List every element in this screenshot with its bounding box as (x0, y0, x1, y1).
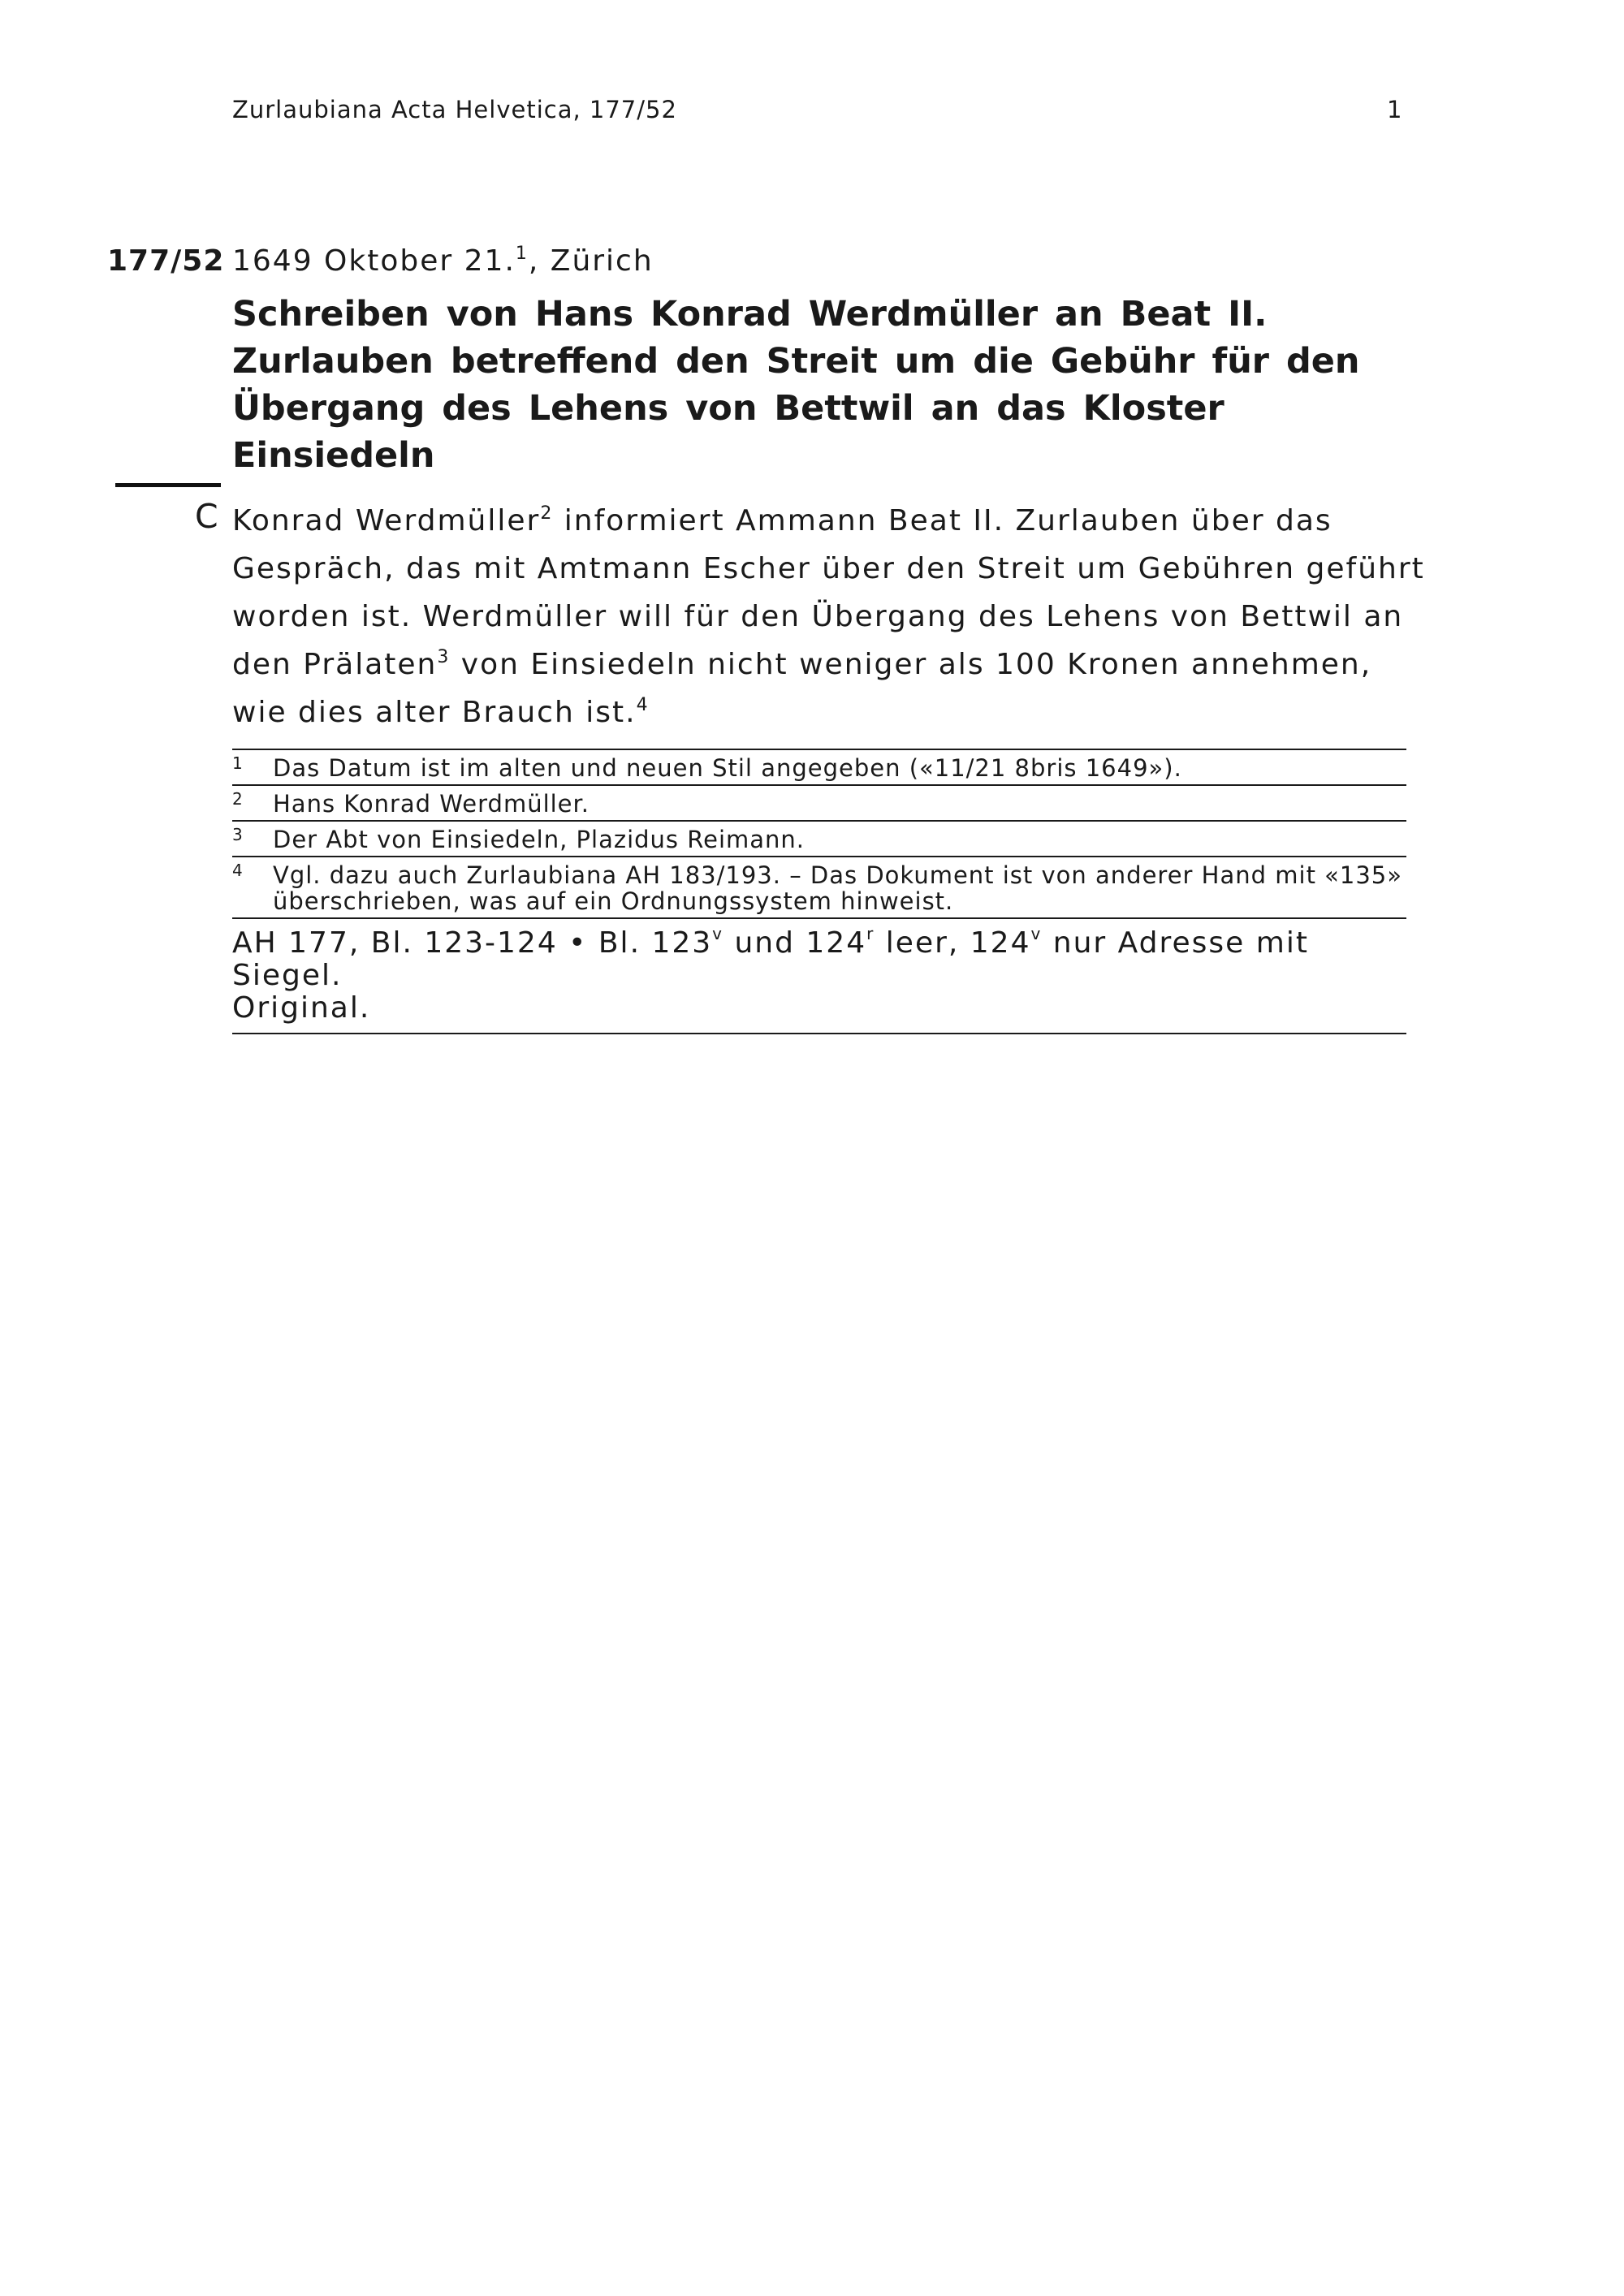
page-number: 1 (1387, 96, 1402, 123)
footnotes-block (232, 749, 1406, 1034)
source-citation (232, 917, 1406, 1034)
date-place-line (232, 244, 654, 278)
footnote-number: 3 (232, 825, 244, 844)
source-text: nur Adresse mit Siegel. (232, 926, 1309, 992)
summary-text: informiert Ammann Beat II. Zurlauben über das Gespräch, das mit Amtmann Escher über den Streit um Gebühren geführt worden ist. Werdmüller will für den Übergang des Lehens von Bettwil an den Prälaten (232, 504, 1425, 681)
running-head: Zurlaubiana Acta Helvetica, 177/52 (232, 96, 677, 123)
footnote-text: Hans Konrad Werdmüller. (273, 790, 590, 818)
footnote-text: Der Abt von Einsiedeln, Plazidus Reimann. (273, 826, 805, 853)
source-text: und 124 (723, 926, 867, 960)
source-text: AH 177, Bl. 123-124 • Bl. 123 (232, 926, 713, 960)
footnote-ref[interactable]: 3 (437, 647, 451, 667)
folio-side: r (866, 924, 875, 943)
category-rule (115, 483, 221, 487)
footnote-text: Vgl. dazu auch Zurlaubiana AH 183/193. – Das Dokument ist von anderer Hand mit «135» überschrieben, was auf ein Ordnungssystem hinweist. (273, 861, 1402, 915)
footnote-ref[interactable]: 1 (515, 244, 529, 264)
footnote-number: 1 (232, 753, 244, 773)
footnote-number: 2 (232, 789, 244, 809)
footnote-ref[interactable]: 2 (540, 503, 554, 524)
footnote-row (232, 784, 1406, 820)
folio-side: v (1030, 924, 1043, 943)
document-title: Schreiben von Hans Konrad Werdmüller an Beat II. Zurlauben betreffend den Streit um die Gebühr für den Übergang des Lehens von Bettwil an das Kloster Einsiedeln (232, 294, 1360, 476)
summary-text: von Einsiedeln nicht weniger als 100 Kronen annehmen, wie dies alter Brauch ist. (232, 648, 1372, 729)
source-original: Original. (232, 991, 371, 1025)
summary-text: Konrad Werdmüller (232, 504, 541, 537)
footnote-number: 4 (232, 861, 244, 880)
document-number: 177/52 (107, 244, 225, 278)
footnote-row (232, 856, 1406, 917)
source-text: leer, 124 (875, 926, 1031, 960)
footnote-text: Das Datum ist im alten und neuen Stil angegeben («11/21 8bris 1649»). (273, 754, 1182, 782)
place-text: , Zürich (528, 244, 654, 278)
date-text: 1649 Oktober 21. (232, 244, 516, 278)
footnote-row (232, 820, 1406, 856)
footnote-row (232, 749, 1406, 784)
summary-paragraph (232, 497, 1426, 736)
category-letter: C (195, 497, 218, 536)
folio-side: v (712, 924, 724, 943)
footnote-ref[interactable]: 4 (636, 695, 650, 715)
